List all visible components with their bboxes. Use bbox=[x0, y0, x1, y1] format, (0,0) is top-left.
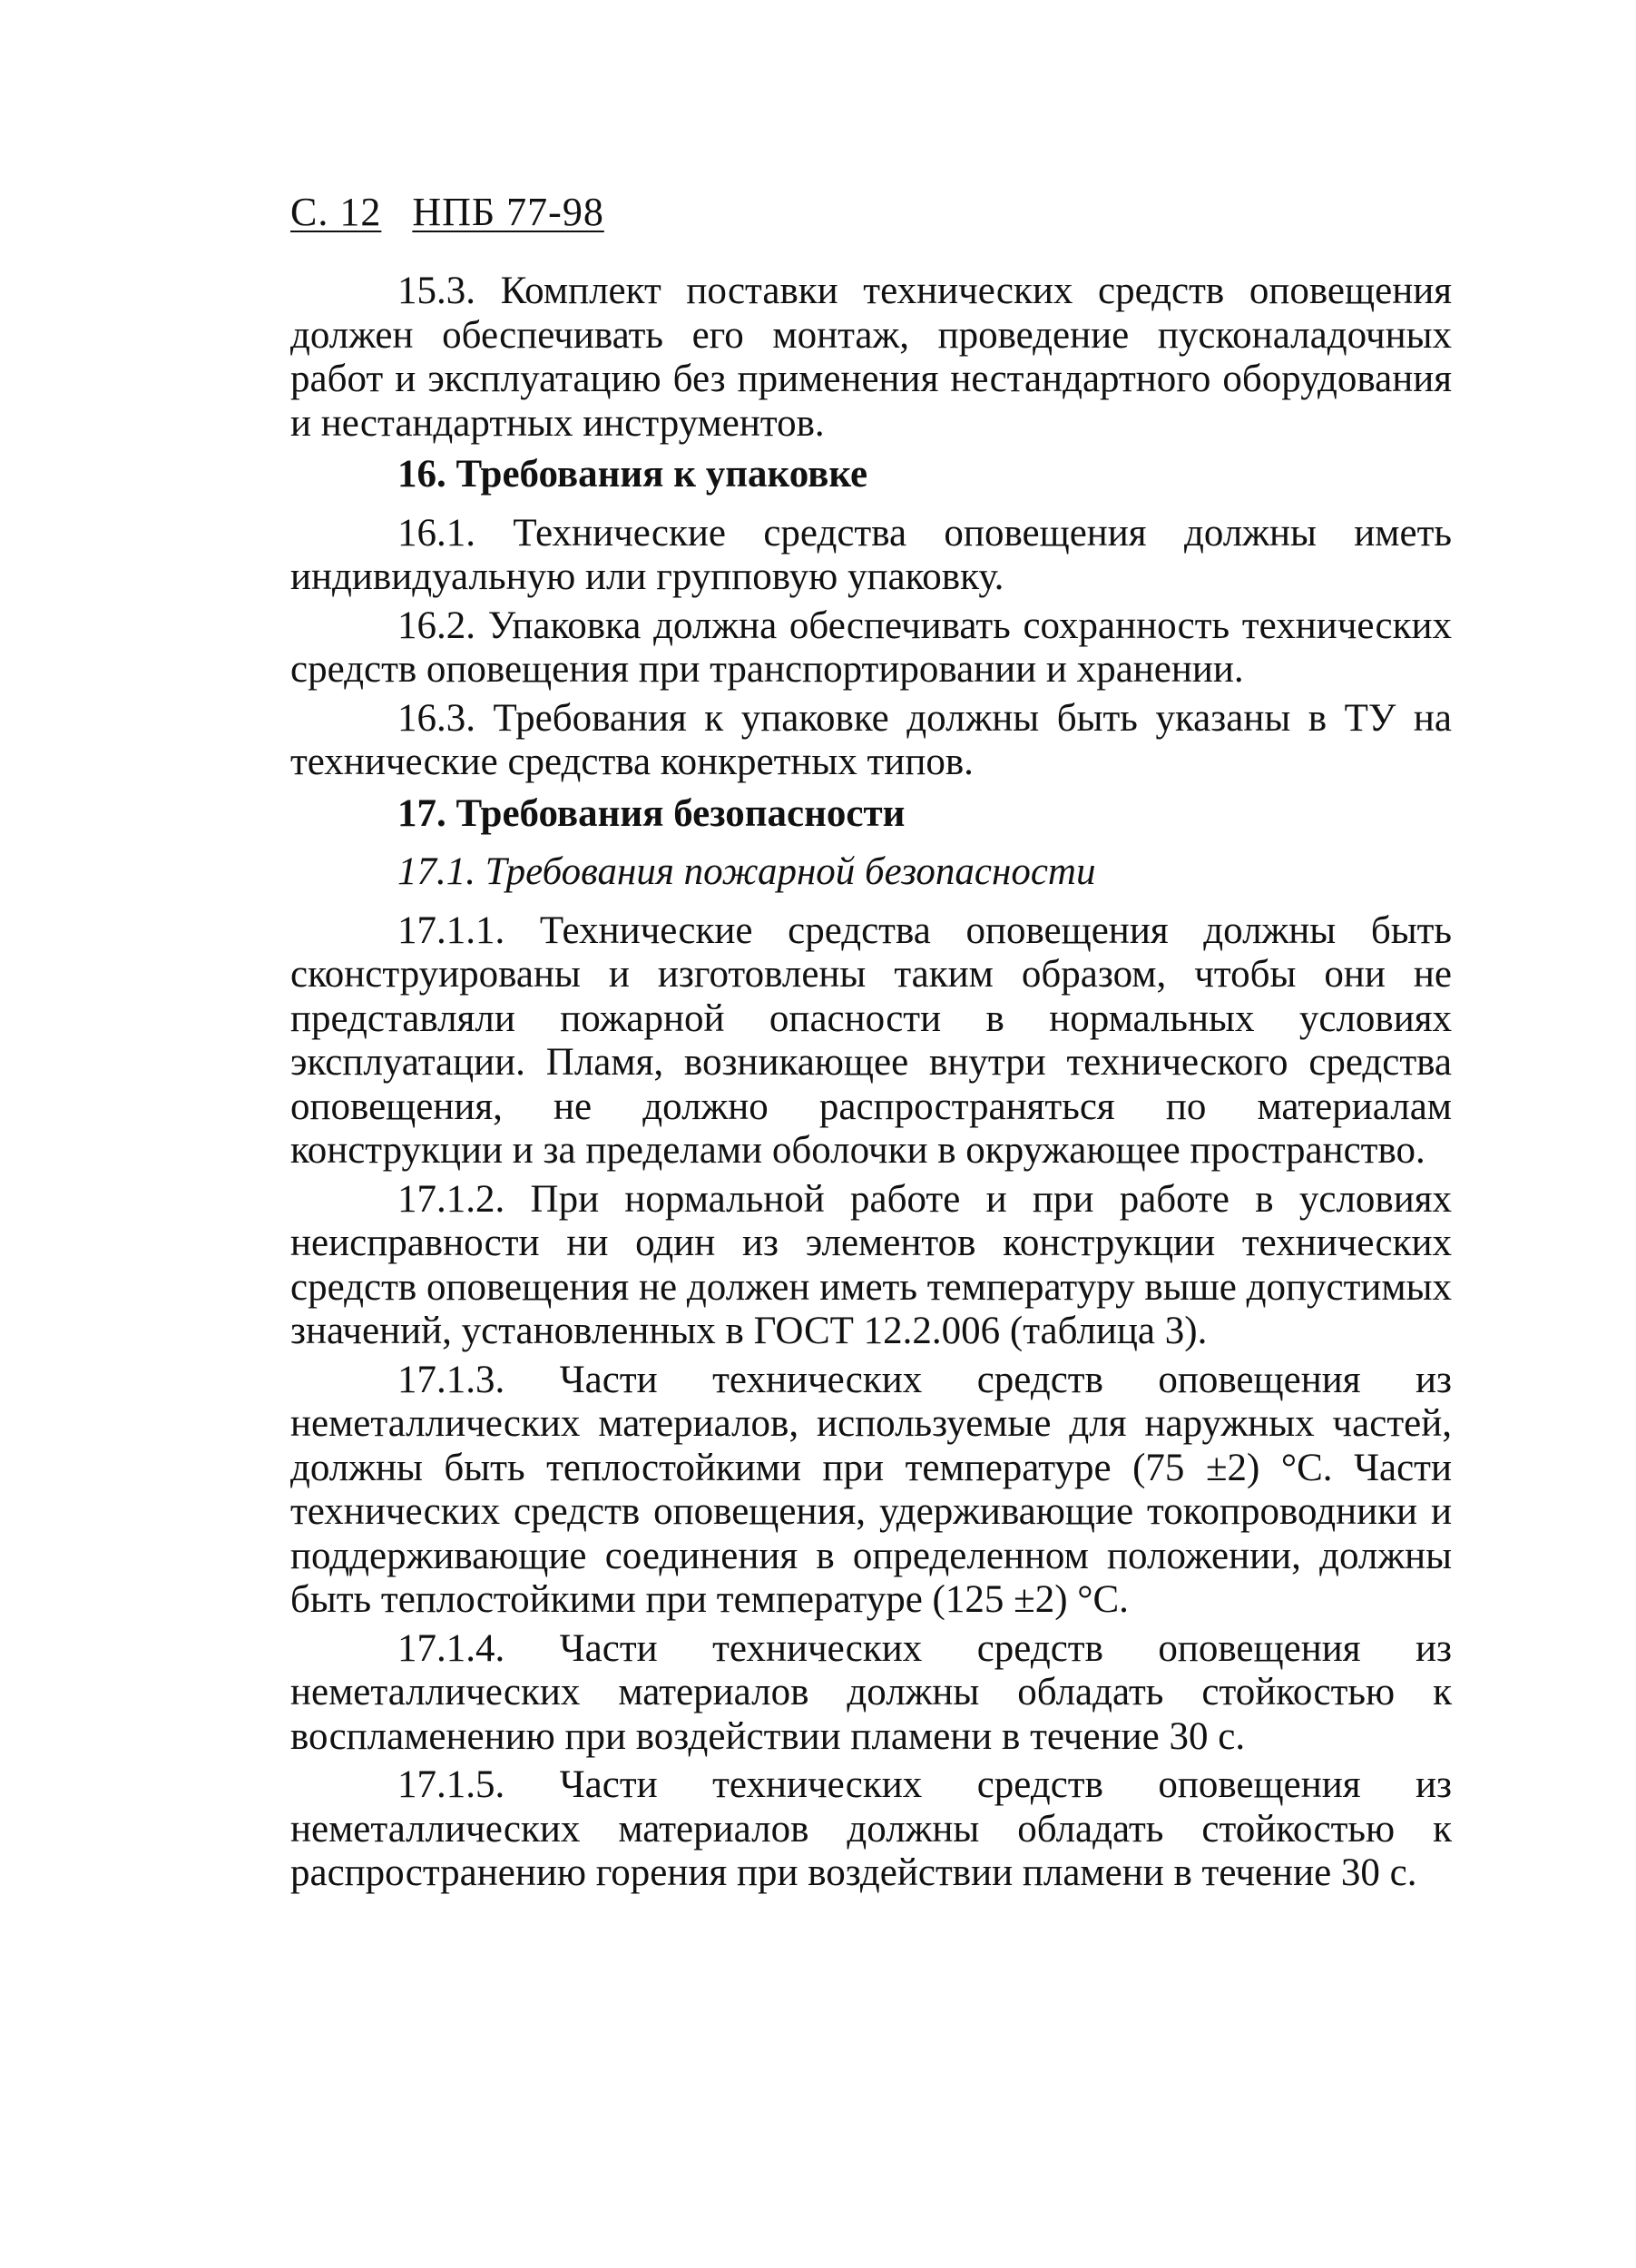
section-heading-16: 16. Требования к упаковке bbox=[397, 453, 868, 496]
page-header bbox=[290, 186, 1452, 239]
subsection-heading-17-1: 17.1. Требования пожарной безопасности bbox=[397, 850, 1096, 893]
document-body bbox=[290, 270, 1452, 1896]
paragraph-17-1-5: 17.1.5. Части технических средств оповещения из неметаллических материалов должны обладать стойкостью к распространению горения при воздействии пламени в течение 30 с. bbox=[290, 1763, 1452, 1894]
paragraph-15-3: 15.3. Комплект поставки технических средств оповещения должен обеспечивать его монтаж, проведение пусконаладочных работ и эксплуатацию без применения нестандартного оборудования и нестандартных инструментов. bbox=[290, 270, 1452, 445]
section-heading-17: 17. Требования безопасности bbox=[397, 791, 906, 835]
document-page bbox=[290, 186, 1452, 1900]
document-code: НПБ 77-98 bbox=[412, 190, 604, 234]
paragraph-16-2: 16.2. Упаковка должна обеспечивать сохранность технических средств оповещения при транспортировании и хранении. bbox=[290, 604, 1452, 691]
paragraph-17-1-3: 17.1.3. Части технических средств оповещения из неметаллических материалов, используемые для наружных частей, должны быть теплостойкими при температуре (75 ±2) °С. Части технических средств оповещения, удерживающие токопроводники и поддерживающие соединения в определенном положении, должны быть теплостойкими при температуре (125 ±2) °С. bbox=[290, 1358, 1452, 1621]
paragraph-17-1-1: 17.1.1. Технические средства оповещения должны быть сконструированы и изготовлены таким образом, чтобы они не представляли пожарной опасности в нормальных условиях эксплуатации. Пламя, возникающее внутри технического средства оповещения, не должно распространяться по материалам конструкции и за пределами оболочки в окружающее пространство. bbox=[290, 908, 1452, 1172]
paragraph-16-1: 16.1. Технические средства оповещения должны иметь индивидуальную или групповую упаковку. bbox=[290, 511, 1452, 598]
paragraph-17-1-4: 17.1.4. Части технических средств оповещения из неметаллических материалов должны обладать стойкостью к воспламенению при воздействии пламени в течение 30 с. bbox=[290, 1626, 1452, 1758]
page-number: С. 12 bbox=[290, 190, 382, 234]
paragraph-16-3: 16.3. Требования к упаковке должны быть указаны в ТУ на технические средства конкретных типов. bbox=[290, 696, 1452, 783]
paragraph-17-1-2: 17.1.2. При нормальной работе и при работе в условиях неисправности ни один из элементов конструкции технических средств оповещения не должен иметь температуру выше допустимых значений, установленных в ГОСТ 12.2.006 (таблица 3). bbox=[290, 1177, 1452, 1352]
